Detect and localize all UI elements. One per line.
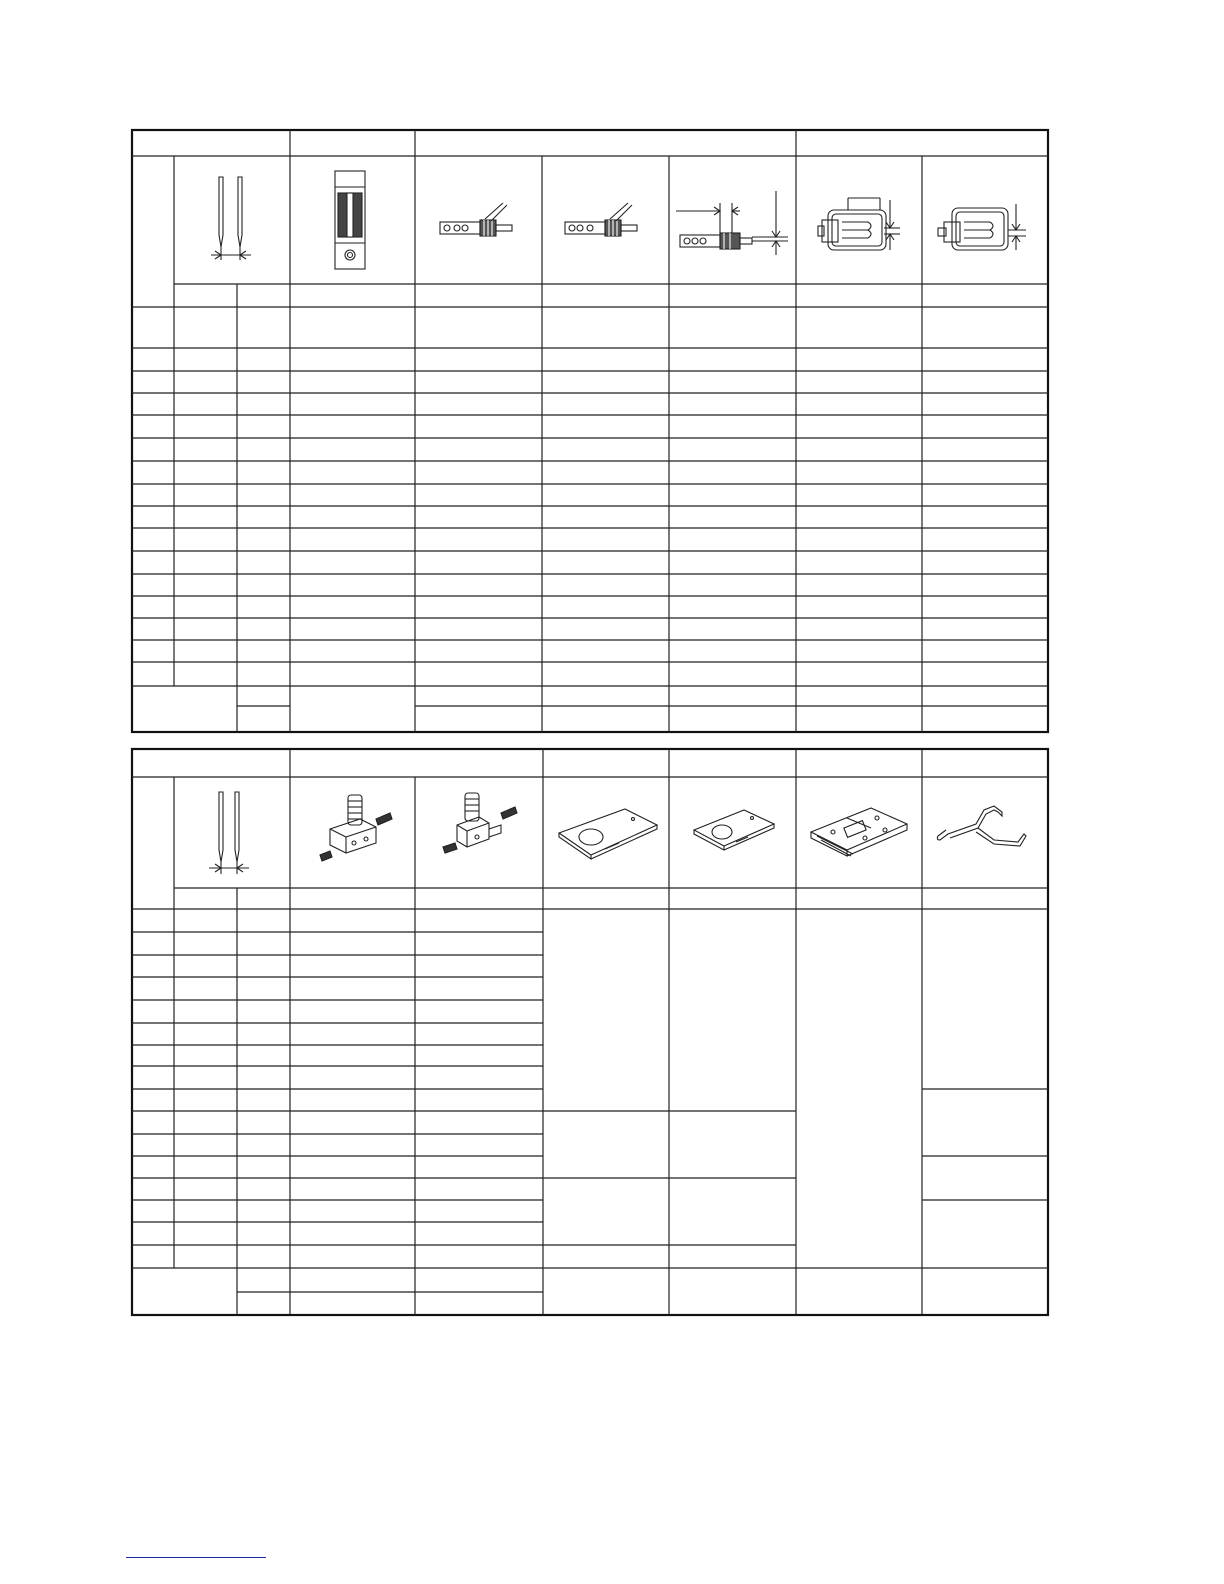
needle-clamp-icon xyxy=(560,195,650,245)
feed-plate-icon xyxy=(553,795,663,870)
looper-holder-icon xyxy=(435,785,525,865)
looper-holder-icon xyxy=(310,785,400,865)
wire-guide-icon xyxy=(932,800,1032,860)
footer-rule xyxy=(126,1557,266,1558)
needle-pair-icon xyxy=(195,165,275,275)
needle-pair-icon xyxy=(195,782,275,882)
presser-foot-gauge-icon xyxy=(932,190,1032,260)
needle-clamp-gauge-icon xyxy=(672,185,792,265)
needle-plate-icon xyxy=(320,165,380,275)
feed-plate-icon xyxy=(688,800,783,865)
needle-plate-assembly-icon xyxy=(805,798,915,868)
presser-foot-gauge-icon xyxy=(808,190,908,260)
needle-clamp-icon xyxy=(435,195,525,245)
